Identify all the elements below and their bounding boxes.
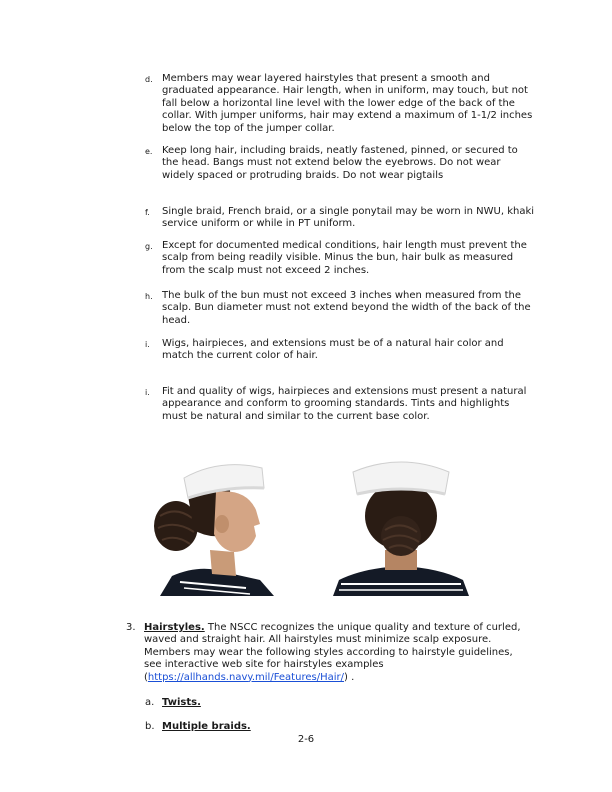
item-letter: i. [145,388,150,397]
item-text: Members may wear layered hairstyles that present a smooth and graduated appearance. Hair length, when in uniform, may touch, but not fall below a horizontal line level with the lower edge of the back of the collar. With jumper uniforms, hair may extend a maximum of 1-1/2 inches below the top of the jumper collar. [162,73,533,134]
hairstyles-web-link[interactable]: https://allhands.navy.mil/Features/Hair/ [147,671,344,683]
item-text: Wigs, hairpieces, and extensions must be of a natural hair color and match the current color of hair. [162,338,504,362]
item-text: Except for documented medical conditions, hair length must prevent the scalp from being readily visible. Minus the bun, hair bulk as measured from the scalp must not exceed 2 inches. [162,240,527,276]
item-i-first [145,338,535,363]
subitem-multiple-braids [145,721,251,732]
subitem-label: Twists. [162,697,201,708]
item-d [145,73,535,135]
item-text: Single braid, French braid, or a single ponytail may be worn in NWU, khaki service uniform or while in PT uniform. [162,206,535,230]
hairstyle-side-view-photo [150,454,286,596]
section-number: 3. [126,622,136,633]
page-number: 2-6 [297,734,315,745]
item-letter: d. [145,75,153,84]
item-letter: f. [145,208,150,217]
section-title: Hairstyles. [144,622,205,633]
item-f [145,206,535,231]
item-text: The bulk of the bun must not exceed 3 inches when measured from the scalp. Bun diameter must not extend beyond the width of the back of the head. [162,290,531,326]
subitem-twists [145,697,201,708]
item-text: Fit and quality of wigs, hairpieces and extensions must present a natural appearance and conform to grooming standards. Tints and highlights must be natural and similar to the current base color. [162,386,527,422]
item-text: Keep long hair, including braids, neatly fastened, pinned, or secured to the head. Bangs must not extend below the eyebrows. Do not wear widely spaced or protruding braids. Do not wear pigtails [162,145,518,181]
item-letter: i. [145,340,150,349]
hairstyle-back-view-photo [333,454,469,596]
item-g [145,240,535,277]
item-letter: h. [145,292,153,301]
section-hairstyles [126,622,526,684]
subitem-letter: a. [145,697,155,708]
subitem-letter: b. [145,721,155,732]
item-h [145,290,535,327]
section-body [144,622,526,684]
item-e [145,145,535,182]
subitem-label: Multiple braids. [162,721,251,732]
item-letter: g. [145,242,153,251]
item-i-second [145,386,535,423]
item-letter: e. [145,147,153,156]
section-text-end: ) . [343,671,355,683]
section-text: The NSCC recognizes the unique quality and texture of curled, waved and straight hair. All hairstyles must minimize scalp exposure. Members may wear the following styles according to hairstyle guidelines, see interactive web site for hairstyles examples ( [144,622,521,683]
